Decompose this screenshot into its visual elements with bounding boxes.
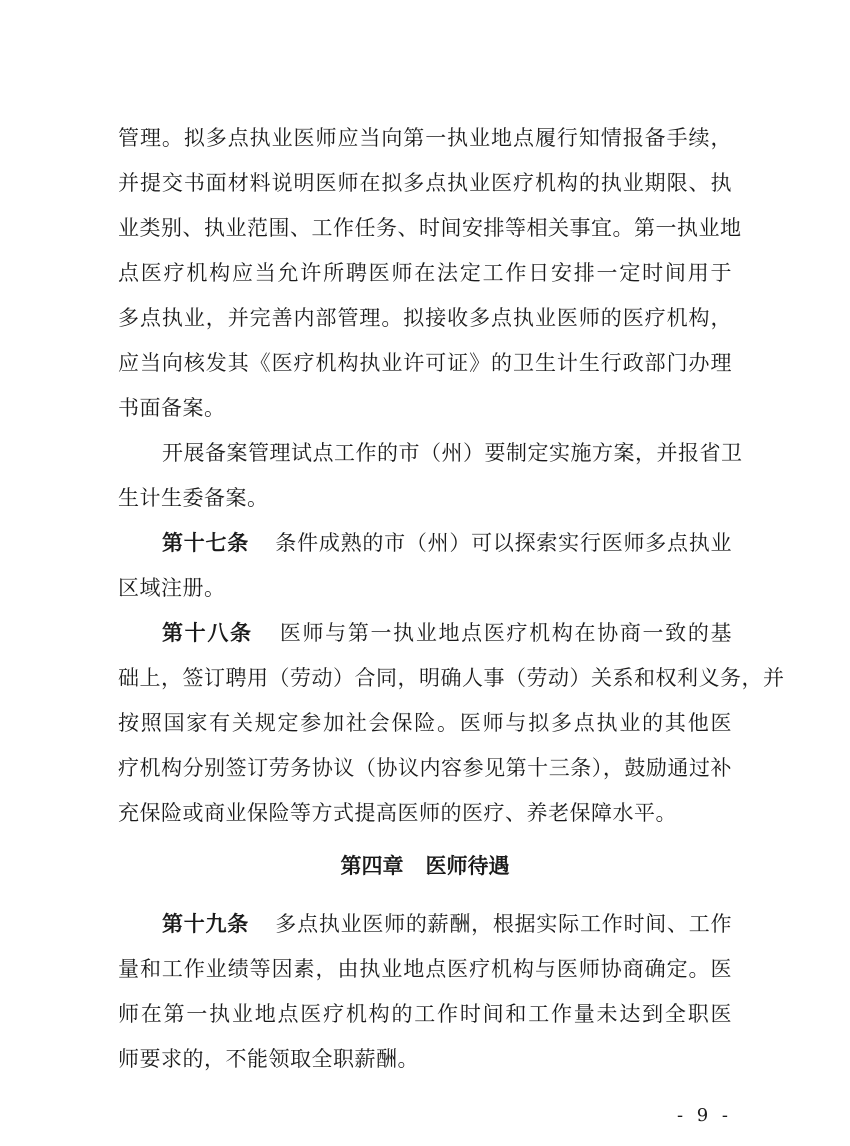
- body-text-line: 业类别、执业范围、工作任务、时间安排等相关事宜。第一执业地: [118, 216, 742, 240]
- body-text-line: 点医疗机构应当允许所聘医师在法定工作日安排一定时间用于: [118, 261, 732, 285]
- body-text: 医师与第一执业地点医疗机构在协商一致的基: [278, 621, 733, 645]
- chapter-heading: [0, 846, 850, 886]
- body-text-line: 应当向核发其《医疗机构执业许可证》的卫生计生行政部门办理: [118, 351, 732, 375]
- body-text: 多点执业医师的薪酬，根据实际工作时间、工作: [275, 912, 733, 936]
- article-label: 第十七条: [162, 531, 250, 555]
- body-text-line: 按照国家有关规定参加社会保险。医师与拟多点执业的其他医: [118, 711, 732, 735]
- body-text-line: 师在第一执业地点医疗机构的工作时间和工作量未达到全职医: [118, 1002, 732, 1026]
- chapter-title: 医师待遇: [425, 854, 510, 878]
- body-text-line: 多点执业，并完善内部管理。拟接收多点执业医师的医疗机构，: [118, 306, 732, 330]
- body-text-line: 区域注册。: [118, 576, 226, 600]
- body-text: 条件成熟的市（州）可以探索实行医师多点执业: [275, 531, 733, 555]
- body-text-line: 并提交书面材料说明医师在拟多点执业医疗机构的执业期限、执: [118, 171, 732, 195]
- body-text-line: 量和工作业绩等因素，由执业地点医疗机构与医师协商确定。医: [118, 957, 732, 981]
- page-number: - 9 -: [676, 1105, 732, 1126]
- article-17-first-line: [162, 523, 732, 563]
- article-19-first-line: [162, 904, 732, 944]
- body-text-line: 生计生委备案。: [118, 486, 269, 510]
- body-text-line: 师要求的，不能领取全职薪酬。: [118, 1047, 419, 1071]
- body-text-line: 管理。拟多点执业医师应当向第一执业地点履行知情报备手续，: [118, 126, 732, 150]
- article-18-first-line: [162, 613, 732, 653]
- body-text-line: 书面备案。: [118, 396, 226, 420]
- body-text-line: 充保险或商业保险等方式提高医师的医疗、养老保障水平。: [118, 801, 677, 825]
- body-text-line: 疗机构分别签订劳务协议（协议内容参见第十三条），鼓励通过补: [118, 756, 732, 780]
- article-label: 第十八条: [162, 621, 253, 645]
- article-label: 第十九条: [162, 912, 250, 936]
- chapter-number: 第四章: [340, 854, 404, 878]
- body-text-line: 开展备案管理试点工作的市（州）要制定实施方案，并报省卫: [162, 441, 743, 465]
- body-text-line: 础上，签订聘用（劳动）合同，明确人事（劳动）关系和权利义务，并: [118, 666, 785, 690]
